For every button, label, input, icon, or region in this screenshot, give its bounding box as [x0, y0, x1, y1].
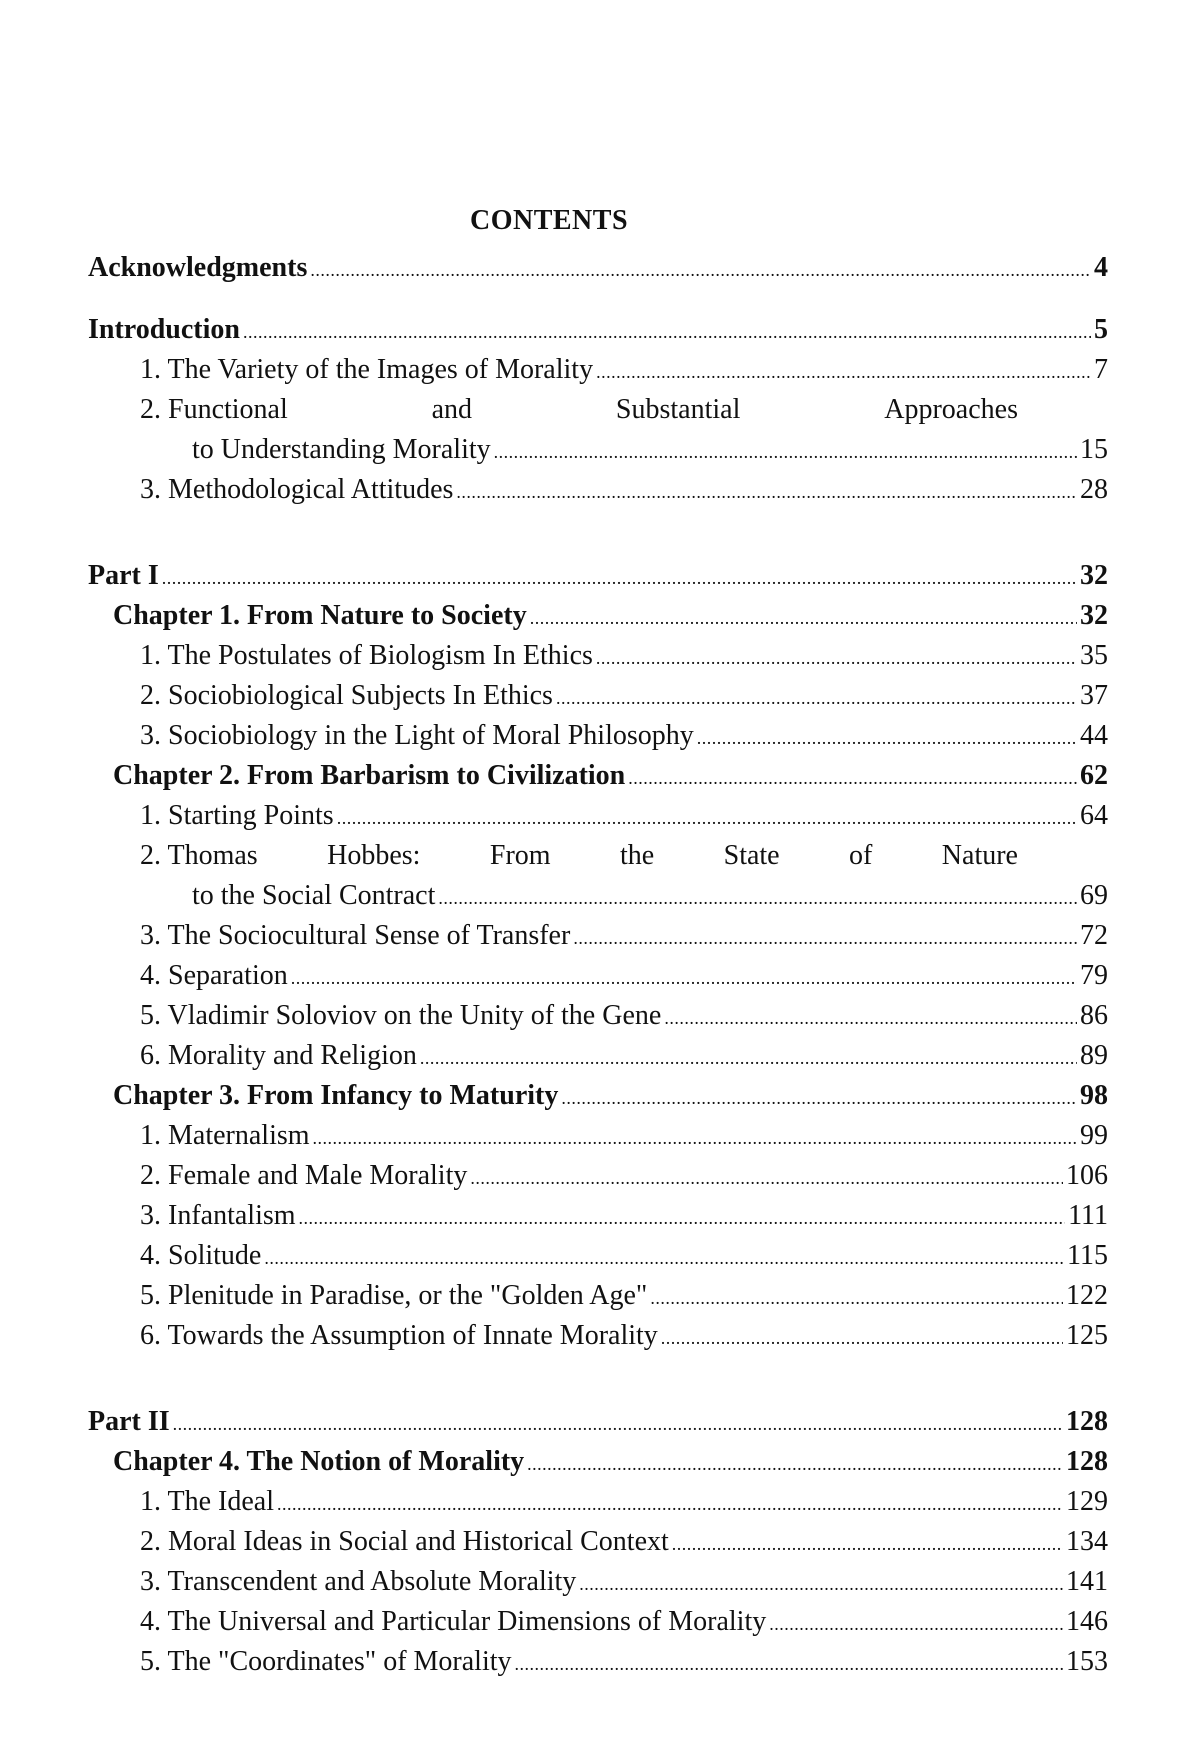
dot-leader: [456, 472, 1077, 512]
toc-entry-title: 2. Female and Male Morality: [140, 1160, 468, 1191]
toc-entry-page: 79: [1080, 960, 1108, 991]
toc-entry[interactable]: [88, 1316, 1108, 1356]
toc-entry-first-line: [140, 390, 1018, 430]
dot-leader: [697, 718, 1077, 758]
toc-entry-page: 7: [1094, 354, 1108, 385]
toc-word: 2. Thomas: [140, 840, 258, 871]
spacer: [88, 288, 1108, 310]
toc-entry[interactable]: [88, 636, 1108, 676]
toc-entry-title: to Understanding Morality: [192, 434, 491, 465]
toc-entry-page: 62: [1080, 760, 1108, 791]
dot-leader: [664, 998, 1077, 1038]
dot-leader: [556, 678, 1077, 718]
toc-entry-page: 89: [1080, 1040, 1108, 1071]
toc-entry-title: 1. Maternalism: [140, 1120, 310, 1151]
contents-heading: CONTENTS: [469, 205, 629, 236]
dot-leader: [672, 1524, 1063, 1564]
toc-entry-title: Acknowledgments: [88, 252, 308, 283]
toc-entry-page: 128: [1066, 1406, 1108, 1437]
toc-entry-chapter-2[interactable]: [88, 756, 1108, 796]
toc-entry[interactable]: [88, 1196, 1108, 1236]
toc-entry-continuation: [140, 876, 1108, 916]
toc-entry[interactable]: [88, 996, 1108, 1036]
table-of-contents: [88, 248, 1108, 1682]
toc-entry-page: 153: [1066, 1646, 1108, 1677]
toc-entry-page: 98: [1080, 1080, 1108, 1111]
toc-entry-title: 2. Sociobiological Subjects In Ethics: [140, 680, 553, 711]
dot-leader: [173, 1404, 1063, 1444]
toc-entry-title: 3. The Sociocultural Sense of Transfer: [140, 920, 571, 951]
toc-entry[interactable]: [88, 1036, 1108, 1076]
toc-entry-page: 35: [1080, 640, 1108, 671]
dot-leader: [470, 1158, 1063, 1198]
dot-leader: [628, 758, 1077, 798]
toc-entry-title: Chapter 1. From Nature to Society: [113, 600, 527, 631]
toc-entry[interactable]: [88, 1522, 1108, 1562]
toc-entry-title: 1. The Postulates of Biologism In Ethics: [140, 640, 593, 671]
toc-word: and: [431, 394, 473, 425]
toc-entry-page: 122: [1066, 1280, 1108, 1311]
toc-word: Hobbes:: [327, 840, 421, 871]
toc-entry-wrapped[interactable]: [88, 390, 1108, 470]
toc-word: 2. Functional: [140, 394, 288, 425]
toc-entry-page: 99: [1080, 1120, 1108, 1151]
toc-entry-page: 141: [1066, 1566, 1108, 1597]
dot-leader: [527, 1444, 1063, 1484]
toc-entry-chapter-3[interactable]: [88, 1076, 1108, 1116]
toc-word: of: [849, 840, 873, 871]
toc-entry[interactable]: [88, 1482, 1108, 1522]
toc-entry-page: 86: [1080, 1000, 1108, 1031]
toc-entry-page: 129: [1066, 1486, 1108, 1517]
toc-entry-title: 2. Moral Ideas in Social and Historical Context: [140, 1526, 669, 1557]
toc-entry[interactable]: [88, 1116, 1108, 1156]
dot-leader: [313, 1118, 1077, 1158]
toc-word: State: [723, 840, 780, 871]
toc-word: Substantial: [615, 394, 741, 425]
toc-entry[interactable]: [88, 350, 1108, 390]
toc-entry-page: 37: [1080, 680, 1108, 711]
toc-entry-title: 3. Methodological Attitudes: [140, 474, 454, 505]
toc-entry[interactable]: [88, 676, 1108, 716]
toc-entry[interactable]: [88, 916, 1108, 956]
toc-entry-title: 3. Sociobiology in the Light of Moral Philosophy: [140, 720, 694, 751]
dot-leader: [596, 352, 1091, 392]
dot-leader: [264, 1238, 1064, 1278]
dot-leader: [494, 432, 1077, 472]
toc-entry-title: 3. Transcendent and Absolute Morality: [140, 1566, 577, 1597]
dot-leader: [579, 1564, 1063, 1604]
dot-leader: [277, 1484, 1063, 1524]
toc-entry-chapter-1[interactable]: [88, 596, 1108, 636]
dot-leader: [650, 1278, 1063, 1318]
toc-entry-page: 125: [1066, 1320, 1108, 1351]
toc-entry-title: to the Social Contract: [192, 880, 436, 911]
toc-entry-page: 44: [1080, 720, 1108, 751]
toc-entry-title: 6. Morality and Religion: [140, 1040, 417, 1071]
toc-entry[interactable]: [88, 796, 1108, 836]
toc-entry-page: 106: [1066, 1160, 1108, 1191]
toc-entry-title: Chapter 3. From Infancy to Maturity: [113, 1080, 559, 1111]
dot-leader: [573, 918, 1077, 958]
toc-entry-title: Chapter 2. From Barbarism to Civilization: [113, 760, 626, 791]
dot-leader: [561, 1078, 1077, 1118]
toc-entry-introduction[interactable]: [88, 310, 1108, 350]
spacer: [88, 1356, 1108, 1402]
toc-entry-page: 111: [1068, 1200, 1108, 1231]
dot-leader: [530, 598, 1077, 638]
dot-leader: [769, 1604, 1063, 1644]
toc-entry[interactable]: [88, 1156, 1108, 1196]
toc-word: Nature: [941, 840, 1018, 871]
toc-entry[interactable]: [88, 956, 1108, 996]
toc-entry-page: 4: [1094, 252, 1108, 283]
toc-entry-page: 146: [1066, 1606, 1108, 1637]
toc-entry-page: 15: [1080, 434, 1108, 465]
toc-entry[interactable]: [88, 1602, 1108, 1642]
dot-leader: [310, 250, 1091, 290]
toc-entry-title: 5. The "Coordinates" of Morality: [140, 1646, 512, 1677]
toc-entry-title: Part II: [88, 1406, 170, 1437]
toc-entry-page: 72: [1080, 920, 1108, 951]
dot-leader: [299, 1198, 1066, 1238]
dot-leader: [661, 1318, 1063, 1358]
toc-entry-page: 134: [1066, 1526, 1108, 1557]
dot-leader: [337, 798, 1077, 838]
dot-leader: [420, 1038, 1077, 1078]
toc-entry-title: Chapter 4. The Notion of Morality: [113, 1446, 525, 1477]
toc-entry-part-1[interactable]: [88, 556, 1108, 596]
toc-entry-title: 6. Towards the Assumption of Innate Morality: [140, 1320, 658, 1351]
toc-word: Approaches: [884, 394, 1018, 425]
toc-entry-page: 69: [1080, 880, 1108, 911]
toc-entry-page: 115: [1067, 1240, 1108, 1271]
toc-entry-title: 1. The Ideal: [140, 1486, 274, 1517]
dot-leader: [162, 558, 1077, 598]
toc-entry[interactable]: [88, 1276, 1108, 1316]
toc-entry-title: 3. Infantalism: [140, 1200, 296, 1231]
toc-entry-title: 1. The Variety of the Images of Morality: [140, 354, 594, 385]
toc-entry-part-2[interactable]: [88, 1402, 1108, 1442]
dot-leader: [515, 1644, 1063, 1684]
spacer: [88, 510, 1108, 556]
toc-entry-page: 32: [1080, 560, 1108, 591]
toc-entry-page: 64: [1080, 800, 1108, 831]
toc-entry-title: Introduction: [88, 314, 240, 345]
toc-entry-title: 5. Vladimir Soloviov on the Unity of the Gene: [140, 1000, 662, 1031]
toc-entry-wrapped[interactable]: [88, 836, 1108, 916]
toc-entry-page: 128: [1066, 1446, 1108, 1477]
toc-entry[interactable]: [88, 1236, 1108, 1276]
dot-leader: [243, 312, 1091, 352]
toc-entry-title: Part I: [88, 560, 159, 591]
toc-entry[interactable]: [88, 1642, 1108, 1682]
toc-word: the: [619, 840, 655, 871]
toc-entry-title: 4. The Universal and Particular Dimensions of Morality: [140, 1606, 767, 1637]
dot-leader: [291, 958, 1077, 998]
toc-entry-page: 5: [1094, 314, 1108, 345]
toc-entry-title: 5. Plenitude in Paradise, or the "Golden Age": [140, 1280, 648, 1311]
dot-leader: [596, 638, 1077, 678]
toc-entry-page: 28: [1080, 474, 1108, 505]
toc-entry-title: 4. Separation: [140, 960, 288, 991]
toc-entry[interactable]: [88, 716, 1108, 756]
toc-entry[interactable]: [88, 470, 1108, 510]
toc-entry[interactable]: [88, 1562, 1108, 1602]
toc-entry-acknowledgments[interactable]: [88, 248, 1108, 288]
toc-entry-continuation: [140, 430, 1108, 470]
toc-word: From: [489, 840, 551, 871]
toc-entry-first-line: [140, 836, 1018, 876]
toc-entry-title: 4. Solitude: [140, 1240, 262, 1271]
toc-entry-title: 1. Starting Points: [140, 800, 334, 831]
toc-entry-chapter-4[interactable]: [88, 1442, 1108, 1482]
toc-entry-page: 32: [1080, 600, 1108, 631]
dot-leader: [438, 878, 1077, 918]
